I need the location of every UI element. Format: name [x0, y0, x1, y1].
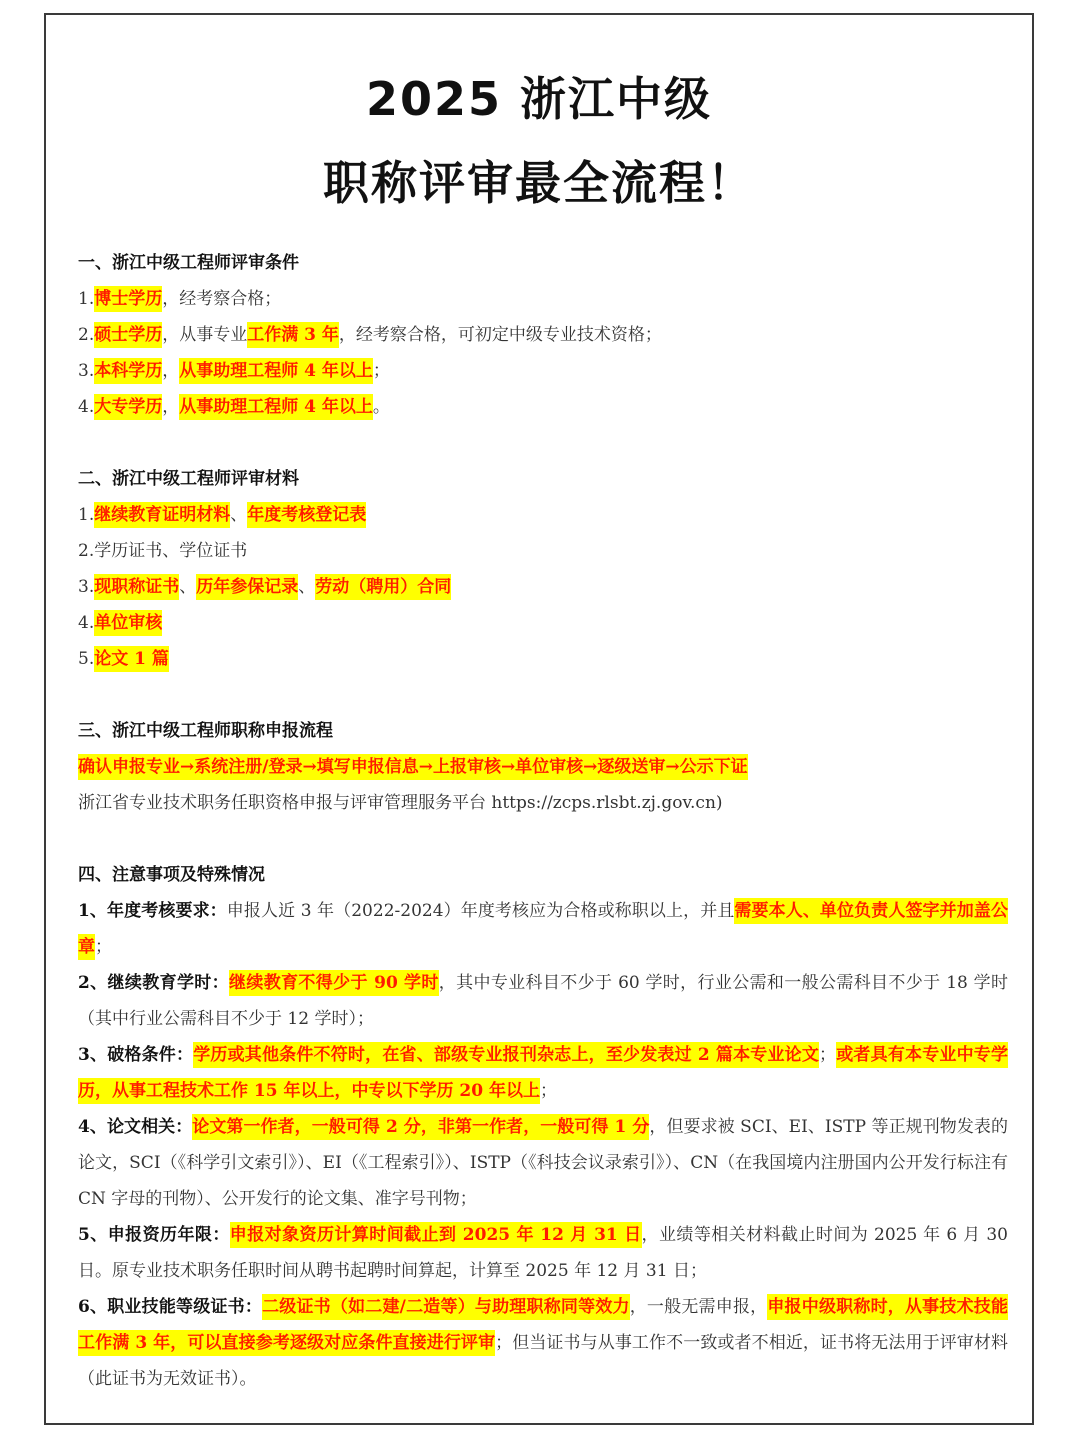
list-item — [78, 533, 1008, 569]
highlighted-text: 工作满 3 年 — [247, 322, 339, 348]
section3-heading: 三、浙江中级工程师职称申报流程 — [78, 721, 333, 741]
list-item-number: 5. — [78, 649, 95, 669]
note-item — [78, 965, 1008, 1037]
platform-link: 浙江省专业技术职务任职资格申报与评审管理服务平台 https://zcps.rlsbt.zj.gov.cn) — [78, 793, 723, 813]
note-label: 3、破格条件： — [78, 1045, 194, 1065]
note-item — [78, 1217, 1008, 1289]
list-item-text: 、 — [230, 505, 248, 525]
section2-list — [78, 497, 1008, 677]
page-title-line1: 2025 浙江中级 — [365, 72, 713, 126]
section4-heading: 四、注意事项及特殊情况 — [78, 865, 265, 885]
list-item-number: 4. — [78, 613, 95, 633]
document-body — [78, 245, 1008, 1397]
list-item-text: ， — [162, 361, 180, 381]
section1-heading: 一、浙江中级工程师评审条件 — [78, 253, 299, 273]
highlighted-text: 现职称证书 — [94, 574, 179, 600]
note-text: ；但当证书与从事工作不一致或者不相近，证书将无法用于评审材料（此证书为无效证书）。 — [78, 1333, 1009, 1389]
note-label: 2、继续教育学时： — [78, 973, 230, 993]
list-item-number: 1. — [78, 505, 95, 525]
process-flow-text: 确认申报专业→系统注册/登录→填写申报信息→上报审核→单位审核→逐级送审→公示下证 — [78, 754, 748, 780]
note-text: ； — [819, 1045, 837, 1065]
note-item — [78, 1289, 1008, 1397]
process-flow — [78, 749, 1008, 785]
list-item-number: 2. — [78, 541, 95, 561]
note-text: ； — [95, 937, 112, 957]
list-item-text: 。 — [372, 397, 390, 417]
note-text: ； — [540, 1081, 557, 1101]
list-item — [78, 605, 1008, 641]
note-text: ，其中专业科目不少于 60 学时，行业公需和一般公需科目不少于 18 学时（其中行业公需科目不少于 12 学时）； — [78, 973, 1008, 1029]
note-label: 4、论文相关： — [78, 1117, 193, 1137]
note-item — [78, 1037, 1008, 1109]
note-item — [78, 893, 1008, 965]
highlighted-text: 论文 1 篇 — [94, 646, 169, 672]
list-item — [78, 281, 1008, 317]
note-text: ，但要求被 SCI、EI、ISTP 等正规刊物发表的论文，SCI（《科学引文索引》）、EI（《工程索引》）、ISTP（《科技会议录索引》）、CN（在我国境内注册国内公开发行标注有 CN 字母的刊物）、公开发行的论文集、准字号刊物； — [78, 1117, 1008, 1209]
highlighted-text: 继续教育不得少于 90 学时 — [229, 970, 439, 996]
list-item — [78, 569, 1008, 605]
highlighted-text: 从事助理工程师 4 年以上 — [179, 394, 373, 420]
highlighted-text: 历年参保记录 — [196, 574, 298, 600]
page-title-line2: 职称评审最全流程！ — [323, 156, 755, 210]
section4-list — [78, 893, 1008, 1397]
section1-list — [78, 281, 1008, 425]
highlighted-text: 学历或其他条件不符时，在省、部级专业报刊杂志上，至少发表过 2 篇本专业论文 — [193, 1042, 819, 1068]
note-text: 申报人近 3 年（2022-2024）年度考核应为合格或称职以上，并且 — [226, 901, 735, 921]
list-item-number: 3. — [78, 361, 95, 381]
highlighted-text: 需要本人、单位负责人签字并加盖公章 — [78, 898, 1008, 960]
list-item-text: ，从事专业 — [162, 325, 248, 345]
note-label: 1、年度考核要求： — [78, 901, 227, 921]
note-label: 6、职业技能等级证书： — [78, 1297, 263, 1317]
highlighted-text: 论文第一作者，一般可得 2 分，非第一作者，一般可得 1 分 — [192, 1114, 649, 1140]
highlighted-text: 二级证书（如二建/二造等）与助理职称同等效力 — [262, 1294, 630, 1320]
list-item-text: 、 — [298, 577, 316, 597]
list-item-number: 1. — [78, 289, 95, 309]
highlighted-text: 单位审核 — [94, 610, 162, 636]
list-item — [78, 641, 1008, 677]
highlighted-text: 年度考核登记表 — [247, 502, 366, 528]
highlighted-text: 继续教育证明材料 — [94, 502, 230, 528]
highlighted-text: 博士学历 — [94, 286, 162, 312]
highlighted-text: 本科学历 — [94, 358, 162, 384]
list-item-text: ， — [162, 397, 180, 417]
list-item — [78, 353, 1008, 389]
highlighted-text: 从事助理工程师 4 年以上 — [179, 358, 373, 384]
note-item — [78, 1109, 1008, 1217]
highlighted-text: 大专学历 — [94, 394, 162, 420]
highlighted-text: 劳动（聘用）合同 — [315, 574, 451, 600]
highlighted-text: 申报对象资历计算时间截止到 2025 年 12 月 31 日 — [230, 1222, 642, 1248]
list-item-text: ； — [372, 361, 390, 381]
highlighted-text: 申报中级职称时，从事技术技能工作满 3 年，可以直接参考逐级对应条件直接进行评审 — [78, 1294, 1008, 1356]
list-item-text: ，经考察合格，可初定中级专业技术资格； — [338, 325, 662, 345]
highlighted-text: 或者具有本专业中专学历，从事工程技术工作 15 年以上，中专以下学历 20 年以上 — [78, 1042, 1008, 1104]
note-label: 5、申报资历年限： — [78, 1225, 230, 1245]
list-item-text: 、 — [179, 577, 197, 597]
list-item-number: 4. — [78, 397, 95, 417]
list-item — [78, 317, 1008, 353]
list-item-text: ，经考察合格； — [162, 289, 282, 309]
list-item — [78, 497, 1008, 533]
note-text: ，业绩等相关材料截止时间为 2025 年 6 月 30 日。原专业技术职务任职时间从聘书起聘时间算起，计算至 2025 年 12 月 31 日； — [78, 1225, 1008, 1281]
section2-heading: 二、浙江中级工程师评审材料 — [78, 469, 299, 489]
list-item-number: 2. — [78, 325, 95, 345]
highlighted-text: 硕士学历 — [94, 322, 162, 348]
list-item — [78, 389, 1008, 425]
list-item-number: 3. — [78, 577, 95, 597]
list-item-text: 学历证书、学位证书 — [94, 541, 248, 561]
note-text: ，一般无需申报， — [629, 1297, 768, 1317]
